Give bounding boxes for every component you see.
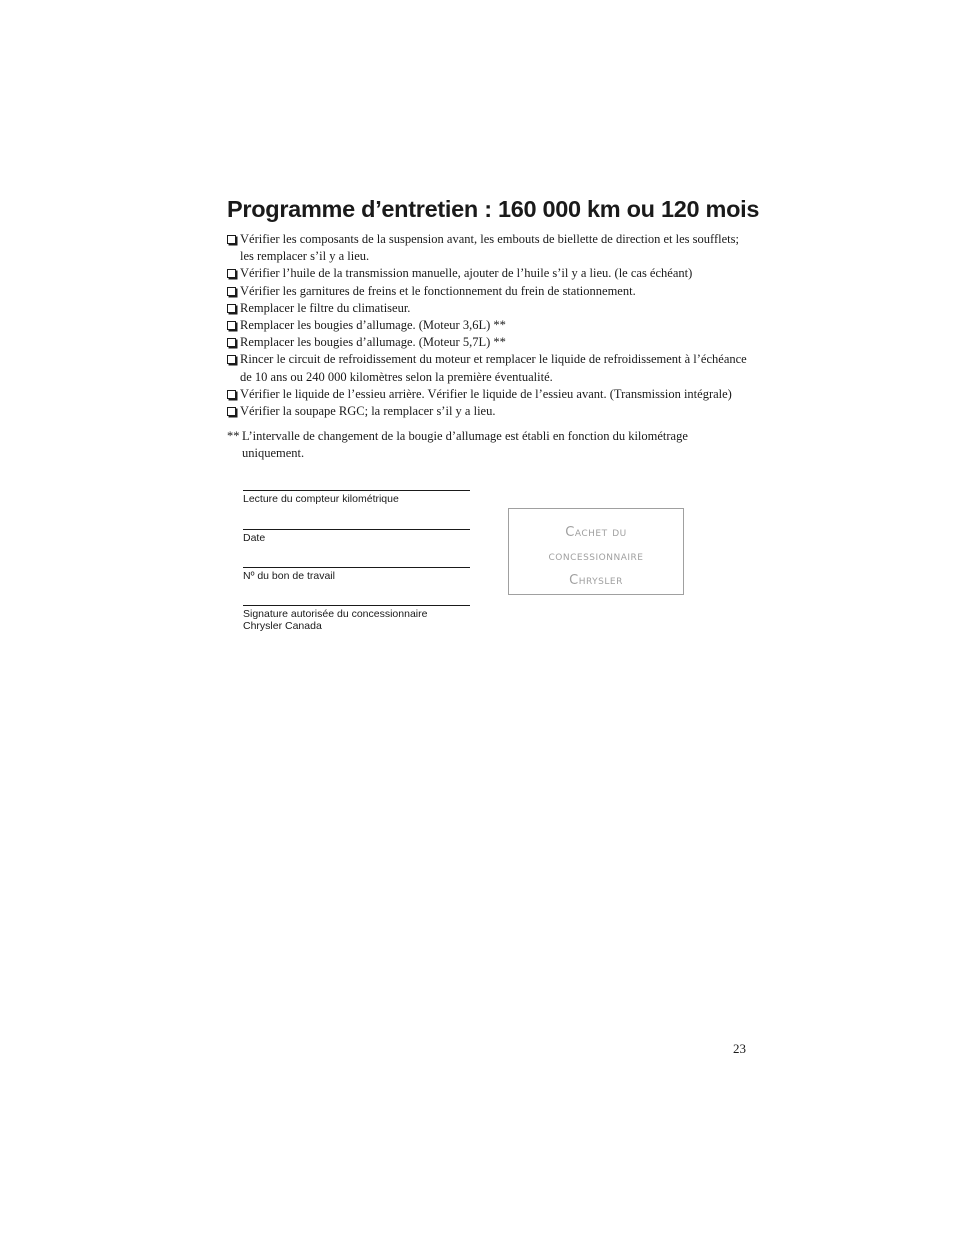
checkbox-icon[interactable] xyxy=(227,287,236,296)
checklist-item xyxy=(227,334,747,351)
checklist-item xyxy=(227,300,747,317)
page-number: 23 xyxy=(733,1041,746,1056)
stamp-line2: concessionnaire xyxy=(548,549,644,564)
checklist-item xyxy=(227,265,747,282)
checkbox-icon[interactable] xyxy=(227,338,236,347)
odometer-label: Lecture du compteur kilométrique xyxy=(243,493,399,505)
signature-label-line1: Signature autorisée du concessionnaire xyxy=(243,608,428,620)
checklist-item-text: Remplacer le filtre du climatiseur. xyxy=(240,300,411,315)
work-order-field[interactable] xyxy=(243,567,470,583)
footnote xyxy=(227,428,747,462)
stamp-line1: Cachet du xyxy=(565,525,627,540)
checklist-item-text: Vérifier l’huile de la transmission manuelle, ajouter de l’huile s’il y a lieu. (le cas échéant) xyxy=(240,266,693,281)
footnote-text-line2: uniquement. xyxy=(242,446,305,461)
checklist-item-text: Remplacer les bougies d’allumage. (Moteur 3,6L) ** xyxy=(240,318,506,333)
dealer-stamp-box xyxy=(508,508,684,595)
footnote-text-line1: L’intervalle de changement de la bougie d’allumage est établi en fonction du kilométrage xyxy=(242,429,688,443)
maintenance-checklist xyxy=(227,231,747,420)
page-title: Programme d’entretien : 160 000 km ou 120 mois xyxy=(227,196,760,222)
checkbox-icon[interactable] xyxy=(227,304,236,313)
field-line xyxy=(243,605,470,606)
signature-label xyxy=(243,609,470,632)
work-order-label: Nº du bon de travail xyxy=(243,570,335,582)
field-line xyxy=(243,567,470,568)
signature-label-line2: Chrysler Canada xyxy=(243,619,322,632)
checklist-item-text: Vérifier les composants de la suspension avant, les embouts de biellette de direction et les soufflets; les remplacer s’il y a lieu. xyxy=(240,232,739,264)
checklist-item-text: Rincer le circuit de refroidissement du moteur et remplacer le liquide de refroidissement à l’échéance de 10 ans ou 240 000 kilomètres selon la première éventualité. xyxy=(240,352,747,384)
field-line xyxy=(243,529,470,530)
checklist-item-text: Vérifier les garnitures de freins et le fonctionnement du frein de stationnement. xyxy=(240,283,636,298)
checklist-item xyxy=(227,317,747,334)
signature-field[interactable] xyxy=(243,605,470,632)
checklist-item xyxy=(227,231,747,265)
field-line xyxy=(243,490,470,491)
checkbox-icon[interactable] xyxy=(227,407,236,416)
checklist-item xyxy=(227,386,747,403)
checklist-item xyxy=(227,403,747,420)
checklist-item-text: Vérifier le liquide de l’essieu arrière. Vérifier le liquide de l’essieu avant. (Transmission intégrale) xyxy=(240,386,732,401)
odometer-field[interactable] xyxy=(243,490,470,506)
checklist-item xyxy=(227,351,747,385)
checkbox-icon[interactable] xyxy=(227,355,236,364)
checkbox-icon[interactable] xyxy=(227,235,236,244)
checkbox-icon[interactable] xyxy=(227,269,236,278)
stamp-line3: Chrysler xyxy=(569,573,623,588)
checklist-item-text: Vérifier la soupape RGC; la remplacer s’il y a lieu. xyxy=(240,404,496,419)
date-label: Date xyxy=(243,532,266,544)
checkbox-icon[interactable] xyxy=(227,390,236,399)
checklist-item-text: Remplacer les bougies d’allumage. (Moteur 5,7L) ** xyxy=(240,335,506,350)
date-field[interactable] xyxy=(243,529,470,545)
footnote-mark: ** xyxy=(227,429,240,443)
checklist-item xyxy=(227,283,747,300)
checkbox-icon[interactable] xyxy=(227,321,236,330)
